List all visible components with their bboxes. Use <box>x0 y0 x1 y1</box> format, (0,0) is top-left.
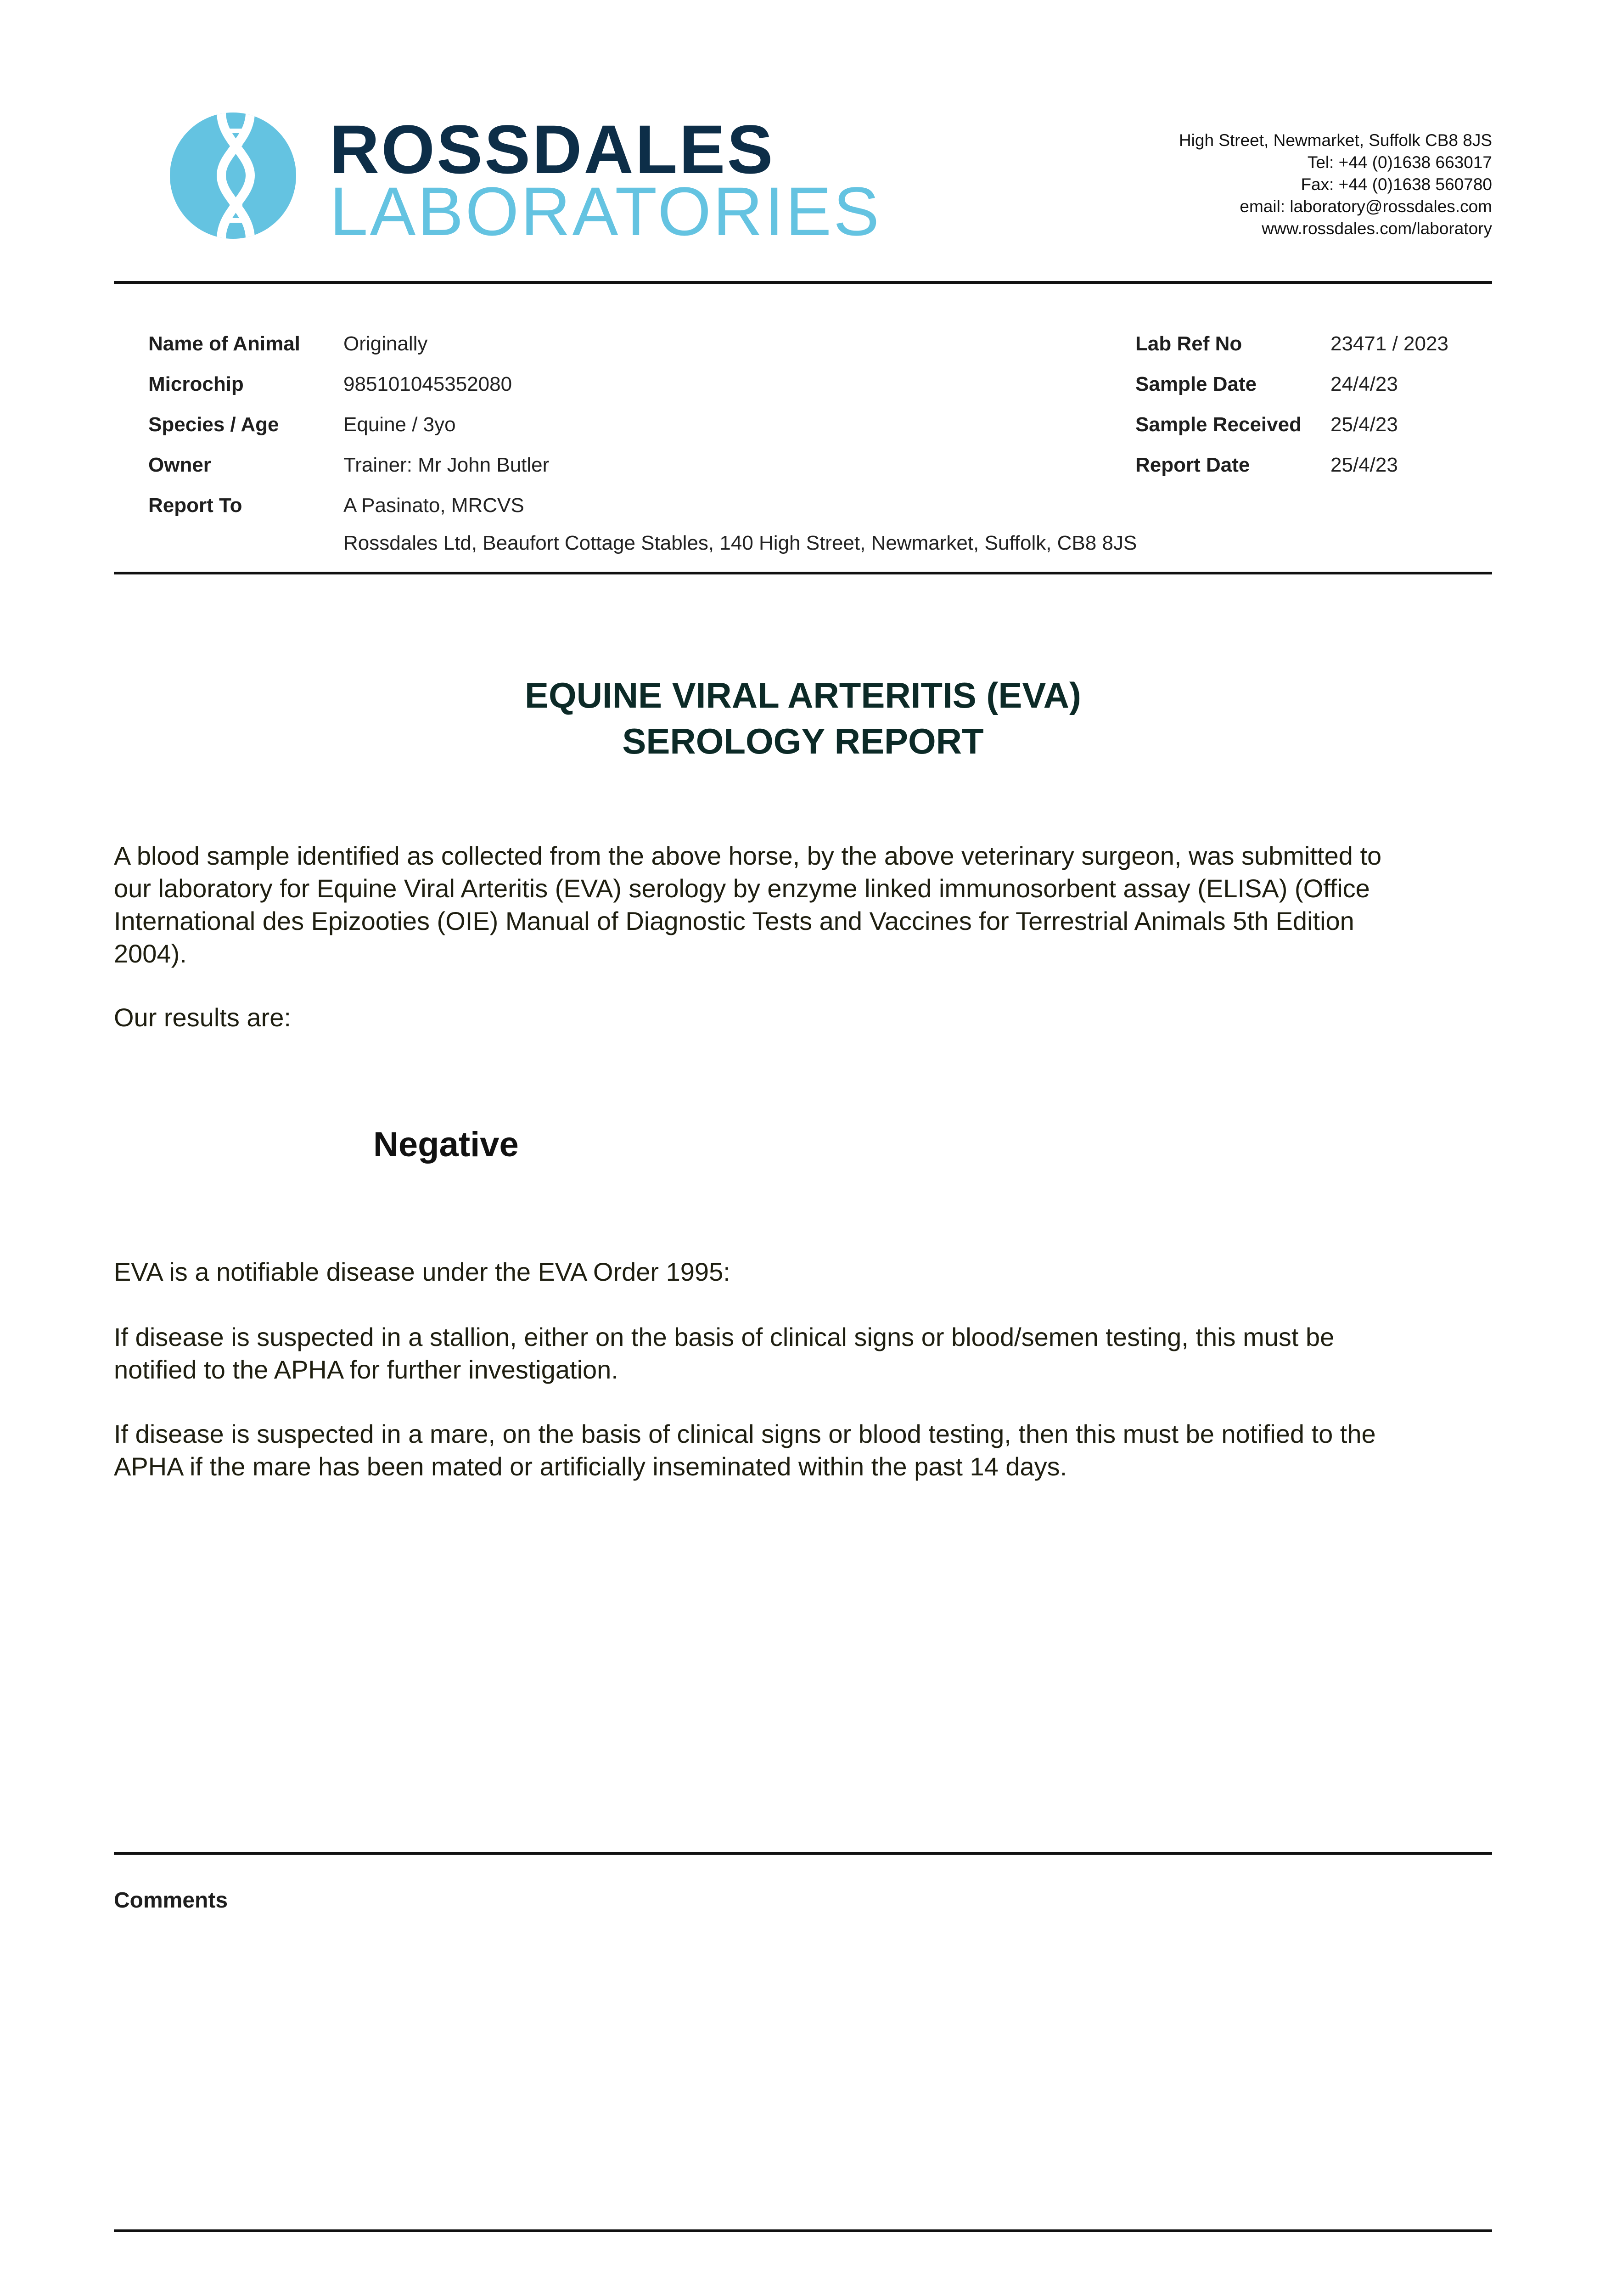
comments-label: Comments <box>114 1888 228 1913</box>
name-of-animal-label: Name of Animal <box>148 332 300 355</box>
footer-divider <box>114 2229 1492 2232</box>
dna-helix-icon <box>170 113 296 239</box>
intro-line: A blood sample identified as collected from the above horse, by the above veterinary surgeon, was submitted to <box>114 841 1382 870</box>
lab-ref-value: 23471 / 2023 <box>1330 332 1448 355</box>
contact-tel: Tel: +44 (0)1638 663017 <box>1307 153 1492 172</box>
report-title: EQUINE VIRAL ARTERITIS (EVA) <box>525 675 1081 715</box>
test-result: Negative <box>373 1125 519 1164</box>
sample-date-value: 24/4/23 <box>1330 373 1398 395</box>
microchip-value: 985101045352080 <box>343 373 512 395</box>
species-age-label: Species / Age <box>148 413 279 436</box>
stallion-line: If disease is suspected in a stallion, either on the basis of clinical signs or blood/semen testing, this must be <box>114 1322 1335 1351</box>
report-to-address: Rossdales Ltd, Beaufort Cottage Stables, 140 High Street, Newmarket, Suffolk, CB8 8JS <box>343 532 1137 554</box>
brand-subtitle: LABORATORIES <box>330 173 881 250</box>
comments-divider <box>114 1852 1492 1855</box>
species-age-value: Equine / 3yo <box>343 413 456 436</box>
report-to-value: A Pasinato, MRCVS <box>343 494 524 517</box>
results-intro-text: Our results are: <box>114 1003 291 1032</box>
header-divider <box>114 281 1492 284</box>
info-divider <box>114 572 1492 574</box>
report-date-value: 25/4/23 <box>1330 454 1398 476</box>
intro-paragraph <box>114 839 1496 970</box>
sample-received-label: Sample Received <box>1135 413 1302 436</box>
report-date-label: Report Date <box>1135 454 1250 476</box>
report-to-label: Report To <box>148 494 242 517</box>
intro-line: 2004). <box>114 939 187 968</box>
intro-line: International des Epizooties (OIE) Manual of Diagnostic Tests and Vaccines for Terrestrial Animals 5th Edition <box>114 906 1354 935</box>
contact-website[interactable]: www.rossdales.com/laboratory <box>1262 219 1492 238</box>
stallion-paragraph <box>114 1321 1496 1386</box>
owner-value: Trainer: Mr John Butler <box>343 454 550 476</box>
brand-name: ROSSDALES <box>330 111 775 188</box>
notifiable-text: EVA is a notifiable disease under the EVA Order 1995: <box>114 1257 730 1286</box>
report-subtitle: SEROLOGY REPORT <box>622 721 984 761</box>
name-of-animal-value: Originally <box>343 332 428 355</box>
sample-received-value: 25/4/23 <box>1330 413 1398 436</box>
mare-line: If disease is suspected in a mare, on the basis of clinical signs or blood testing, then this must be notified to the <box>114 1419 1376 1448</box>
owner-label: Owner <box>148 454 211 476</box>
intro-line: our laboratory for Equine Viral Arteritis (EVA) serology by enzyme linked immunosorbent assay (ELISA) (Office <box>114 874 1370 903</box>
results-intro <box>114 1001 1496 1034</box>
stallion-line: notified to the APHA for further investigation. <box>114 1355 618 1384</box>
mare-paragraph <box>114 1418 1496 1483</box>
contact-address: High Street, Newmarket, Suffolk CB8 8JS <box>1179 131 1492 150</box>
mare-line: APHA if the mare has been mated or artificially inseminated within the past 14 days. <box>114 1452 1067 1481</box>
contact-fax: Fax: +44 (0)1638 560780 <box>1301 175 1492 194</box>
contact-block <box>1179 129 1492 240</box>
sample-date-label: Sample Date <box>1135 373 1257 395</box>
microchip-label: Microchip <box>148 373 244 395</box>
notifiable-statement <box>114 1255 1496 1288</box>
lab-ref-label: Lab Ref No <box>1135 332 1242 355</box>
contact-email[interactable]: email: laboratory@rossdales.com <box>1240 197 1492 216</box>
